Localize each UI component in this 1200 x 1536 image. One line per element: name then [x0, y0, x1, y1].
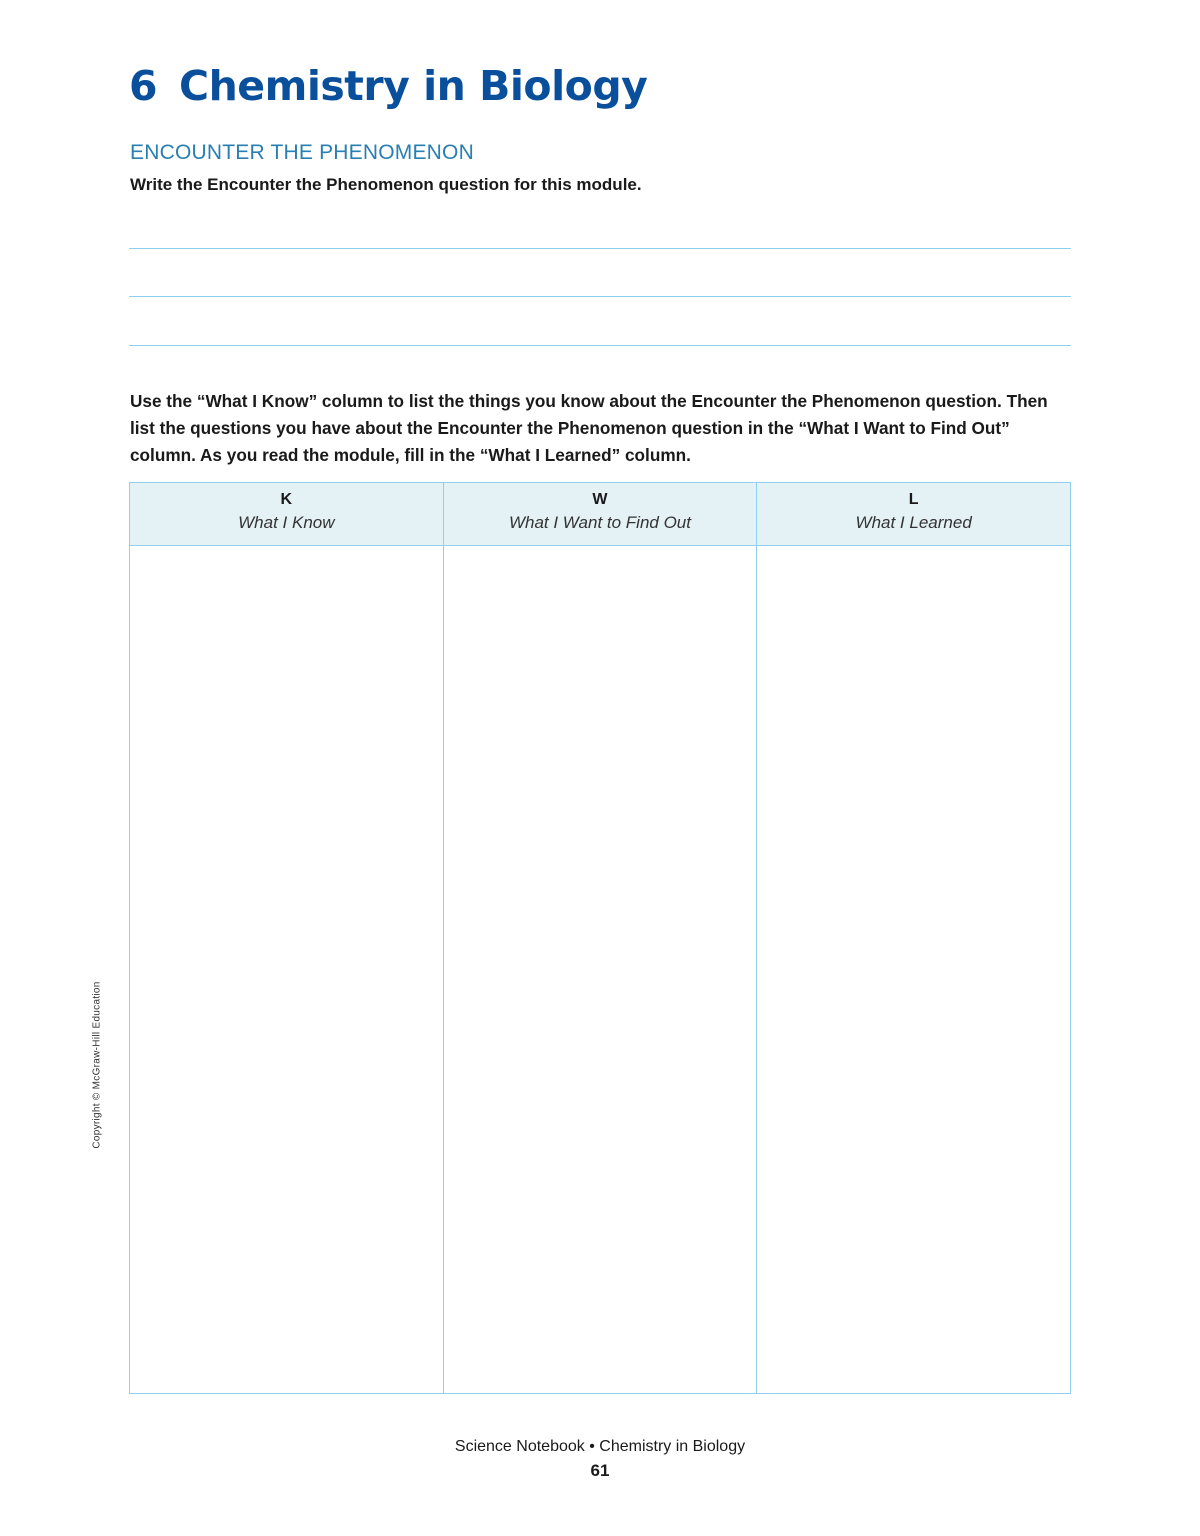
column-title-want: What I Want to Find Out	[508, 513, 691, 532]
kwl-header-want	[443, 483, 757, 546]
footer-text: Science Notebook • Chemistry in Biology	[454, 1438, 746, 1455]
kwl-header-learned	[757, 483, 1071, 546]
page-number: 61	[590, 1461, 610, 1480]
module-title: Chemistry in Biology	[179, 62, 648, 110]
section-heading: ENCOUNTER THE PHENOMENON	[130, 141, 474, 164]
answer-line-2[interactable]	[129, 296, 1071, 297]
module-number: 6	[129, 62, 158, 110]
kwl-cell-learned[interactable]	[757, 546, 1071, 1394]
kwl-cell-want[interactable]	[443, 546, 757, 1394]
kwl-body-row	[130, 546, 1071, 1394]
answer-line-3[interactable]	[129, 345, 1071, 346]
kwl-instructions: Use the “What I Know” column to list the things you know about the Encounter the Phenomenon question. Then list the questions you have about the Encounter the Phenomenon question in the “What I Want to Find Out” column. As you read the module, fill in the “What I Learned” column.	[130, 391, 1048, 465]
kwl-chart	[129, 482, 1071, 1394]
kwl-header-know	[130, 483, 444, 546]
column-letter-l: L	[908, 491, 919, 508]
column-letter-w: W	[592, 491, 608, 508]
question-prompt: Write the Encounter the Phenomenon question for this module.	[130, 175, 642, 194]
copyright-notice: Copyright © McGraw-Hill Education	[91, 981, 103, 1149]
column-title-know: What I Know	[238, 513, 335, 532]
column-letter-k: K	[280, 491, 293, 508]
kwl-header-row	[130, 483, 1071, 546]
answer-line-1[interactable]	[129, 248, 1071, 249]
column-title-learned: What I Learned	[855, 513, 972, 532]
page-title	[129, 62, 647, 110]
kwl-cell-know[interactable]	[130, 546, 444, 1394]
